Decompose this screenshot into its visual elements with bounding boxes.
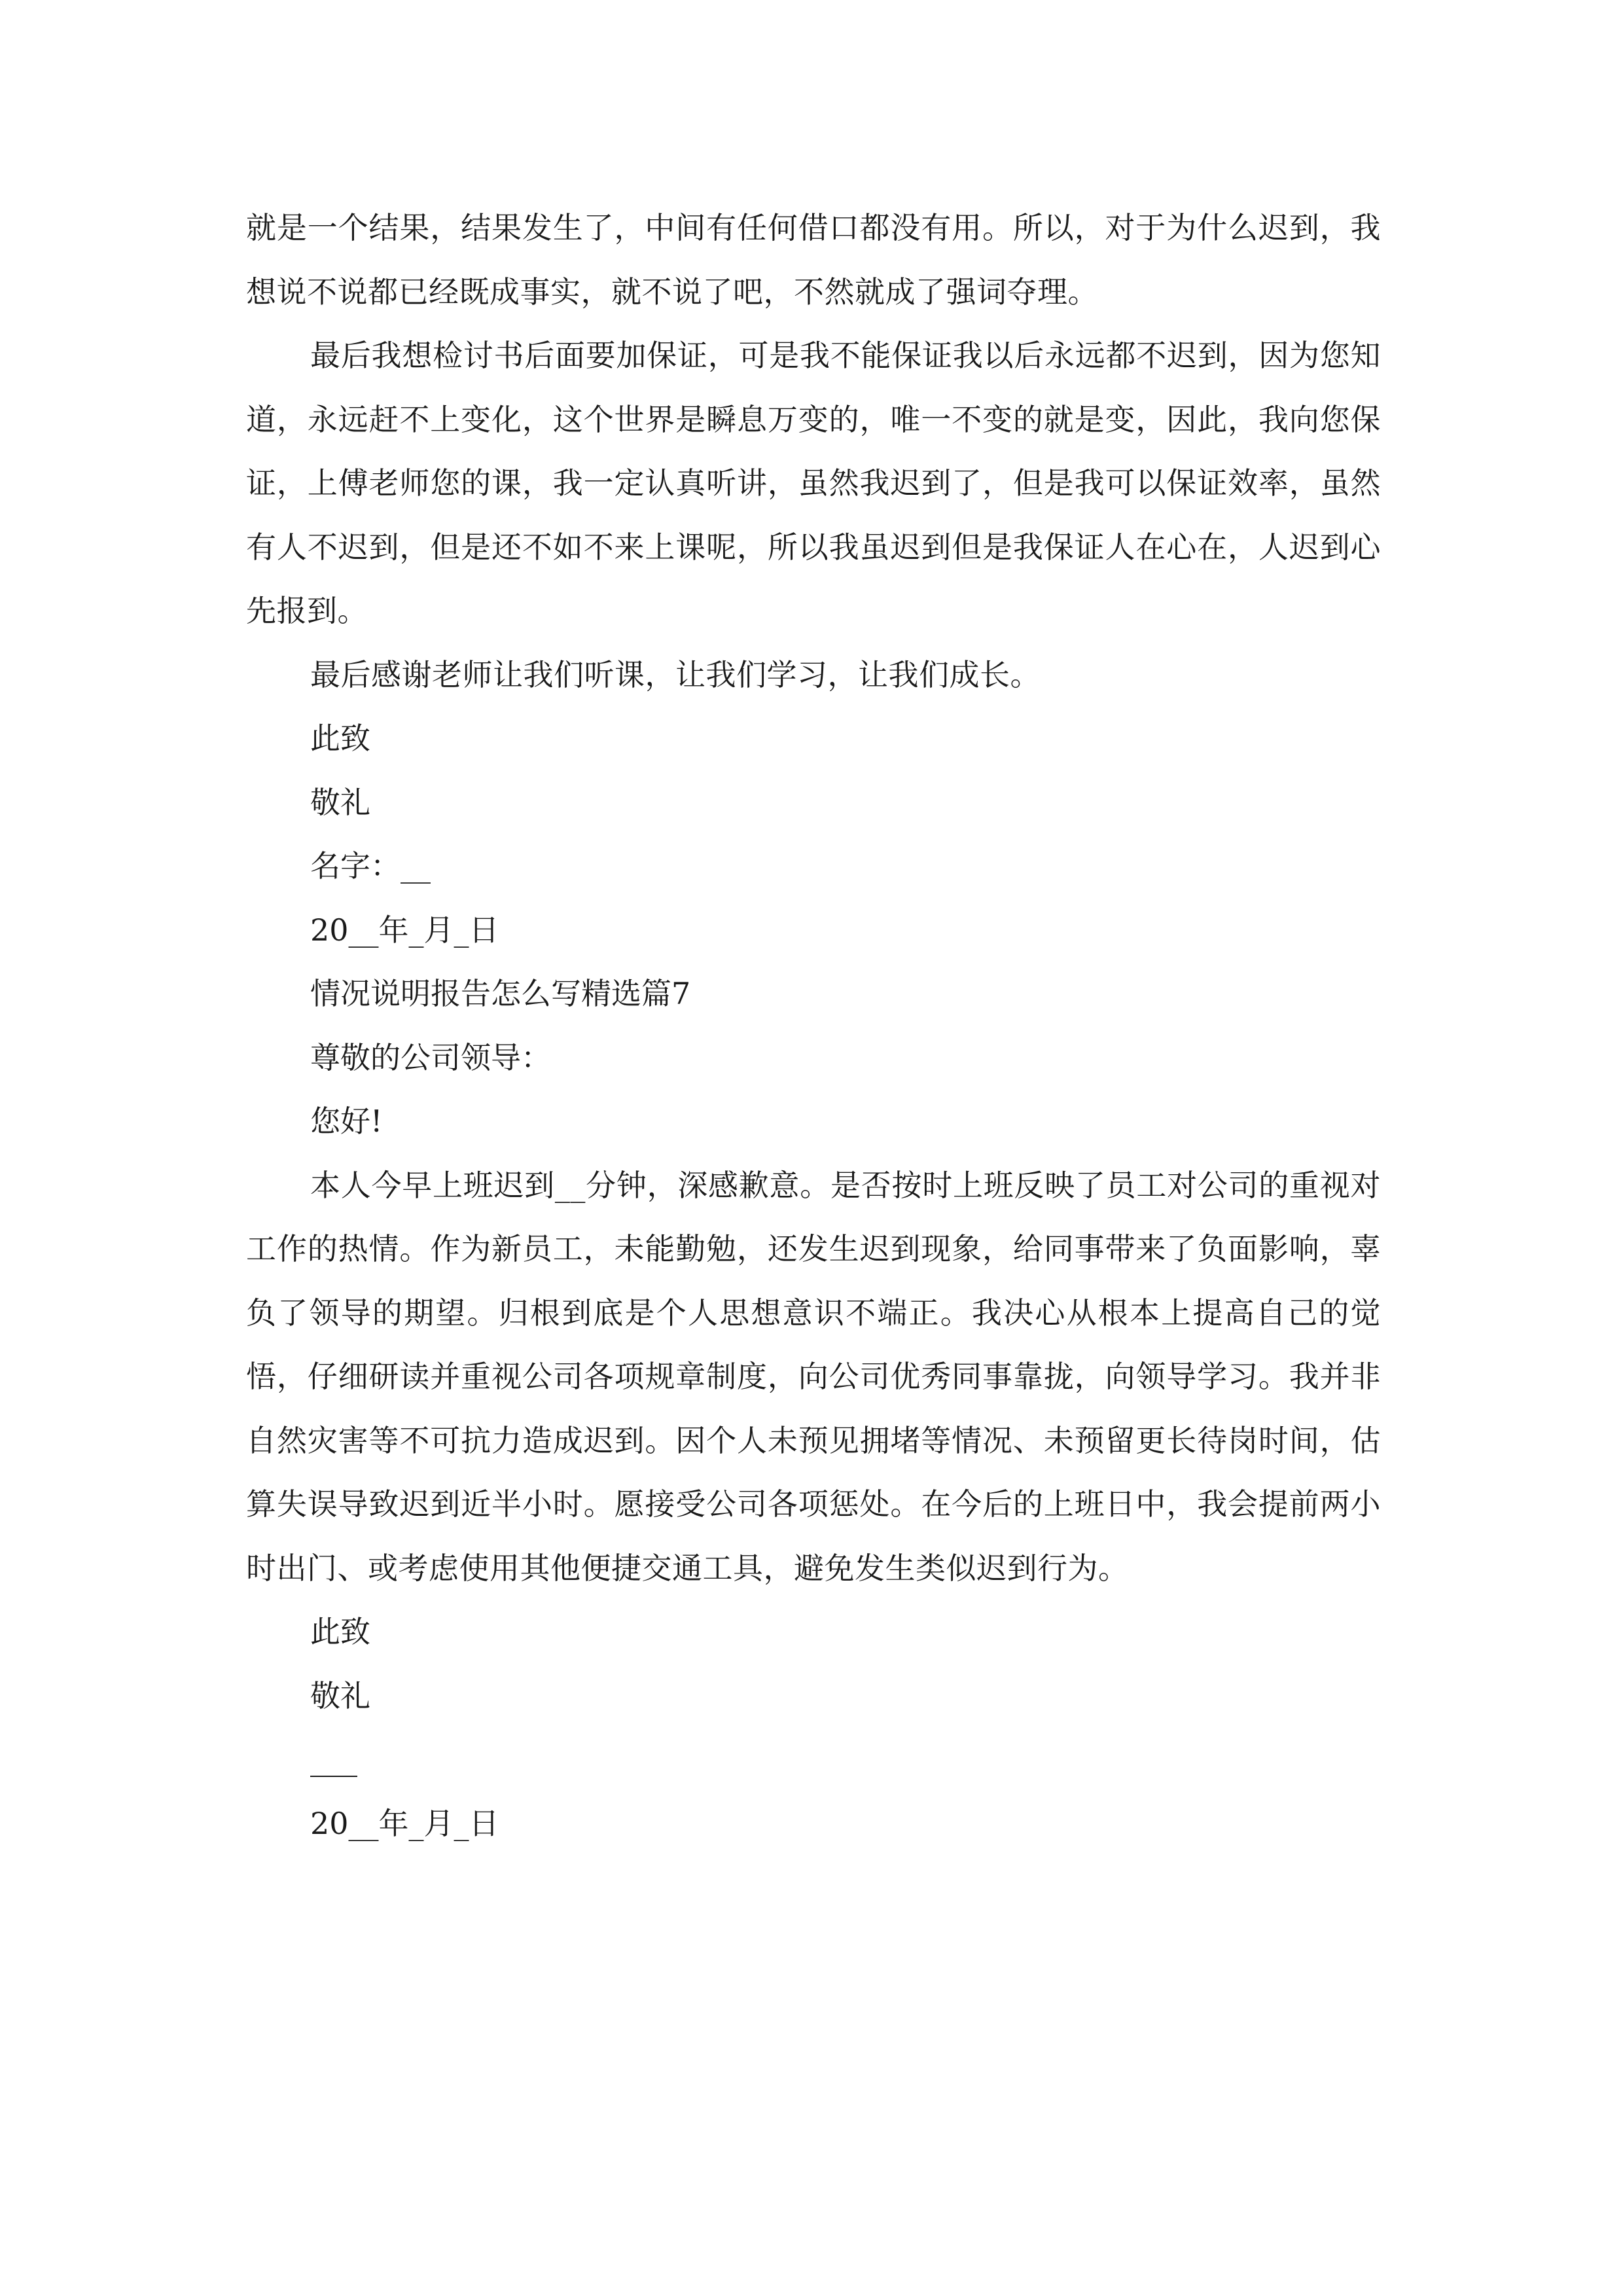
paragraph-continuation: 就是一个结果，结果发生了，中间有任何借口都没有用。所以，对于为什么迟到，我想说不说都已经既成事实，就不说了吧，不然就成了强词夺理。 <box>246 210 1381 310</box>
greeting: 您好! <box>310 1103 383 1139</box>
paragraph-report: 本人今早上班迟到__分钟，深感歉意。是否按时上班反映了员工对公司的重视对工作的热情。作为新员工，未能勤勉，还发生迟到现象，给同事带来了负面影响，辜负了领导的期望。归根到底是个人思想意识不端正。我决心从根本上提高自己的觉悟，仔细研读并重视公司各项规章制度，向公司优秀同事靠拢，向领导学习。我并非自然灾害等不可抗力造成迟到。因个人未预见拥堵等情况、未预留更长待岗时间，估算失误导致迟到近半小时。愿接受公司各项惩处。在今后的上班日中，我会提前两小时出门、或考虑使用其他便捷交通工具，避免发生类似迟到行为。 <box>246 1167 1381 1586</box>
closing-cizhi-2: 此致 <box>310 1614 370 1649</box>
paragraph-thanks: 最后感谢老师让我们听课，让我们学习，让我们成长。 <box>310 656 1041 692</box>
salutation: 尊敬的公司领导： <box>310 1039 551 1075</box>
signature-underline <box>310 1776 357 1777</box>
section-title: 情况说明报告怎么写精选篇7 <box>310 976 691 1011</box>
date-line-2: 20__年_月_日 <box>310 1805 499 1841</box>
document-body <box>246 196 1381 1856</box>
closing-cizhi: 此致 <box>310 721 370 756</box>
closing-jingli-2: 敬礼 <box>310 1677 370 1713</box>
closing-jingli: 敬礼 <box>310 784 370 820</box>
signature-name-line: 名字：__ <box>310 848 431 884</box>
paragraph-guarantee: 最后我想检讨书后面要加保证，可是我不能保证我以后永远都不迟到，因为您知道，永远赶不上变化，这个世界是瞬息万变的，唯一不变的就是变，因此，我向您保证，上傅老师您的课，我一定认真听讲，虽然我迟到了，但是我可以保证效率，虽然有人不迟到，但是还不如不来上课呢，所以我虽迟到但是我保证人在心在，人迟到心先报到。 <box>246 338 1381 628</box>
date-line: 20__年_月_日 <box>310 912 499 948</box>
signature-blank-line <box>246 1728 1381 1792</box>
